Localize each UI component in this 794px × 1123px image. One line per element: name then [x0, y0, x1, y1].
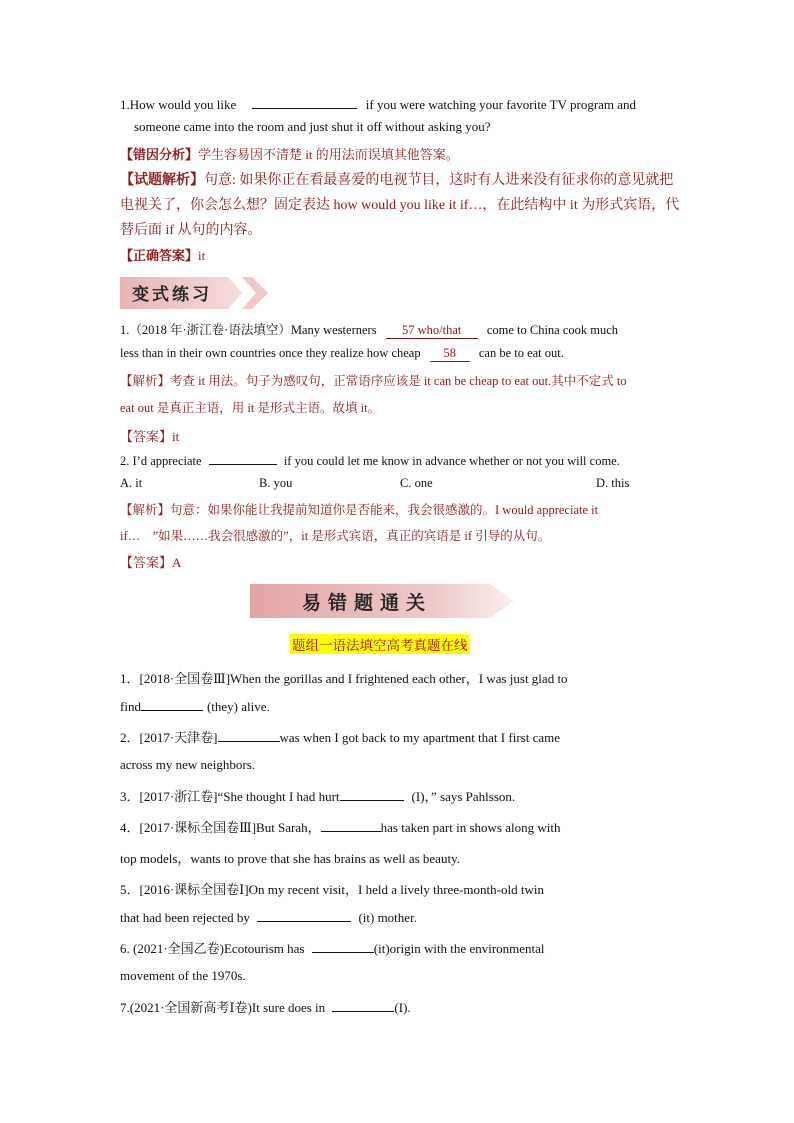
exercise-1-suffix: (they) alive. [206, 699, 270, 714]
practice-q2-option-d: D. this [596, 476, 630, 490]
exercise-4-line1 [120, 817, 560, 836]
error-analysis-text: 学生容易因不清楚 it 的用法而误填其他答案。 [198, 147, 459, 162]
practice-q1-line2-prefix: less than in their own countries once they realize how cheap [120, 346, 421, 360]
exercise-5-prefix: that had been rejected by [120, 910, 250, 925]
exercise-6-suffix: (it)origin with the environmental [373, 941, 545, 956]
exercise-3-line1 [120, 786, 515, 805]
correct-answer-value: it [198, 248, 206, 263]
exercise-7-blank [332, 999, 394, 1012]
exercise-1-line2 [120, 698, 270, 715]
example-question-prefix: 1.How would you like [120, 97, 237, 112]
exercise-2-line2: across my new neighbors. [120, 757, 256, 772]
error-prone-banner-title: 易错题通关 [302, 592, 433, 614]
example-question-line1 [120, 96, 636, 113]
analysis-line3: 替后面 if 从句的内容。 [120, 223, 262, 238]
practice-q1-prefix: 1.（2018 年·浙江卷·语法填空）Many westerners [120, 323, 377, 337]
practice-banner-title: 变式练习 [132, 285, 212, 305]
practice-banner-arrow [242, 277, 268, 309]
practice-q2-answer: 【答案】A [120, 555, 182, 570]
exercise-1-line1: 1．[2018·全国卷Ⅲ]When the gorillas and I frightened each other，I was just glad to [120, 671, 568, 686]
exercise-3-suffix: (I)，” says Pahlsson. [411, 789, 516, 804]
exercise-6-prefix: 6. (2021·全国乙卷)Ecotourism has [120, 941, 305, 956]
example-blank [252, 96, 357, 109]
practice-q1-line1 [120, 320, 618, 339]
practice-q1-answer-blank: 57 who/that [386, 323, 478, 339]
correct-answer [120, 245, 205, 264]
exercise-4-blank [321, 819, 381, 832]
exercise-7-line1 [120, 997, 411, 1016]
exercise-7-prefix: 7.(2021·全国新高考Ⅰ卷)It sure does in [120, 1000, 326, 1015]
practice-banner [120, 275, 270, 311]
exercise-4-line2: top models，wants to prove that she has brains as well as beauty. [120, 851, 460, 866]
exercise-3-blank [340, 788, 404, 801]
exercise-6-blank [312, 940, 374, 953]
practice-q1-analysis2: eat out 是真正主语，用 it 是形式主语。故填 it。 [120, 401, 381, 415]
exercise-4-suffix: has taken part in shows along with [380, 820, 561, 835]
practice-q2-line1 [120, 452, 620, 469]
correct-answer-label: 【正确答案】 [120, 248, 199, 263]
analysis-text1: 句意: 如果你正在看最喜爱的电视节目，这时有人进来没有征求你的意见就把 [204, 173, 674, 188]
practice-q1-line2 [120, 346, 564, 362]
exercise-2-prefix: 2．[2017·天津卷] [120, 730, 218, 745]
exercise-2-suffix: was when I got back to my apartment that I first came [279, 730, 560, 745]
exercise-7-suffix: (I). [394, 1000, 411, 1015]
analysis-line2: 电视关了，你会怎么想？固定表达 how would you like it if…，在此结构中 it 为形式宾语，代 [120, 198, 680, 213]
practice-q2-prefix: 2. I’d appreciate [120, 454, 202, 468]
exercise-4-prefix: 4．[2017·课标全国卷Ⅲ]But Sarah， [120, 820, 321, 835]
exercise-1-prefix: find [120, 699, 141, 714]
exercise-2-blank [218, 729, 280, 742]
exercise-5-suffix: (it) mother. [358, 910, 417, 925]
practice-q2-analysis1: 【解析】句意：如果你能让我提前知道你是否能来，我会很感激的。I would appreciate it [120, 503, 599, 517]
exercise-6-line1 [120, 938, 545, 957]
practice-q1-mid: come to China cook much [486, 323, 619, 337]
error-analysis-label: 【错因分析】 [120, 147, 199, 162]
practice-q1-answer: 【答案】it [120, 429, 180, 444]
practice-q1-answer-blank2: 58 [430, 346, 470, 362]
practice-q2-suffix: if you could let me know in advance whether or not you will come. [283, 454, 620, 468]
practice-q1-analysis1: 【解析】考查 it 用法。句子为感叹句，正常语序应该是 it can be cheap to eat out.其中不定式 to [120, 374, 627, 388]
practice-q2-option-c: C. one [400, 476, 433, 490]
exercise-3-prefix: 3．[2017·浙江卷]“She thought I had hurt [120, 789, 340, 804]
exercise-6-line2: movement of the 1970s. [120, 968, 246, 983]
analysis-line1 [120, 169, 673, 189]
example-question-suffix: if you were watching your favorite TV program and [365, 97, 637, 112]
practice-q2-analysis2: if… ”如果……我会很感激的”，it 是形式宾语，真正的宾语是 if 引导的从句。 [120, 529, 551, 543]
group-title: 题组一语法填空高考真题在线 [290, 634, 470, 654]
exercise-5-line2 [120, 909, 417, 926]
analysis-label: 【试题解析】 [120, 173, 204, 188]
exercise-2-line1 [120, 727, 560, 746]
example-question-line2: someone came into the room and just shut it off without asking you? [134, 119, 491, 134]
error-analysis [120, 144, 459, 163]
practice-q2-option-a: A. it [120, 476, 143, 490]
exercise-1-blank [141, 698, 203, 711]
error-prone-banner [250, 583, 515, 619]
practice-q2-option-b: B. you [259, 476, 293, 490]
exercise-5-blank [257, 909, 351, 922]
exercise-5-line1: 5．[2016·课标全国卷Ⅰ]On my recent visit，I held a lively three-month-old twin [120, 882, 544, 897]
practice-q1-line2-suffix: can be to eat out. [478, 346, 564, 360]
practice-q2-blank [209, 452, 277, 465]
